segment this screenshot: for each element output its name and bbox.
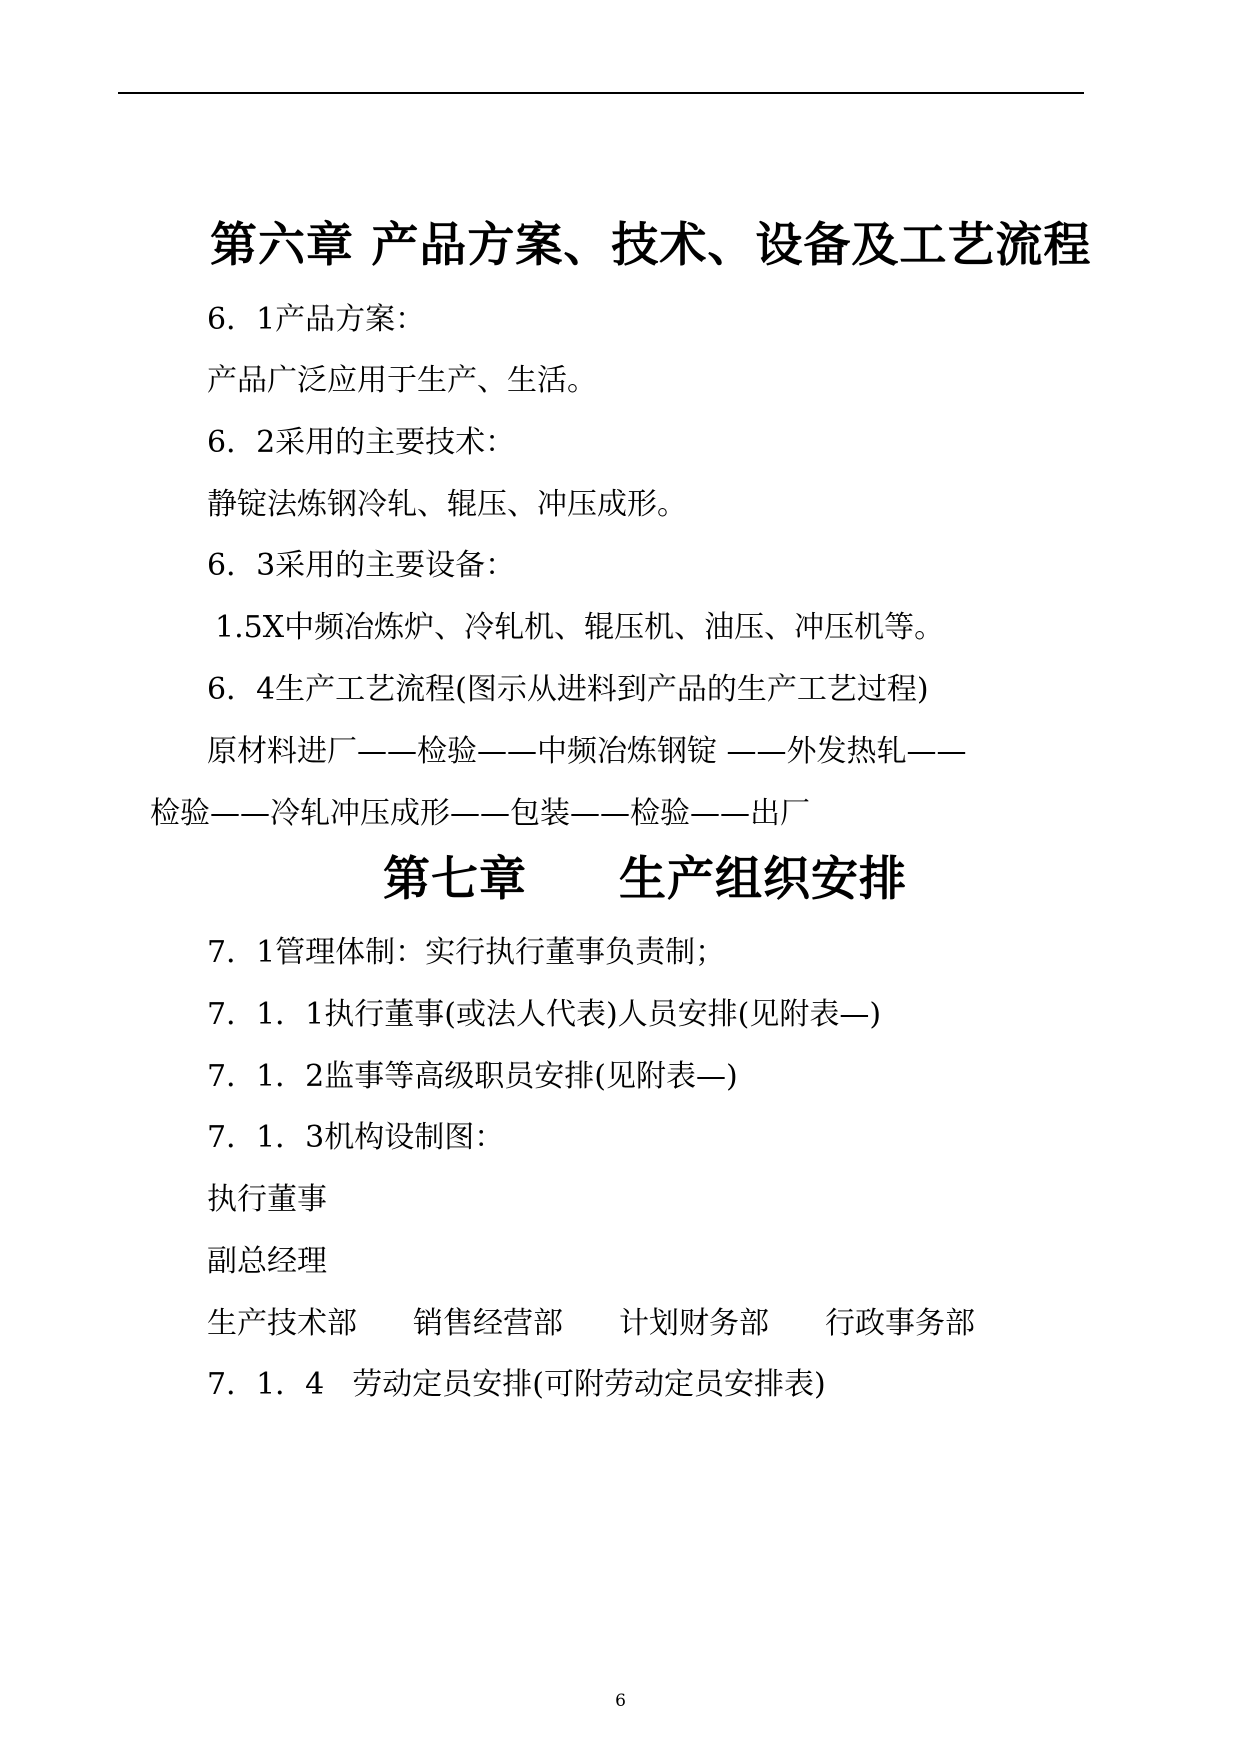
section-6-4-heading: 6．4生产工艺流程(图示从进料到产品的生产工艺过程)	[207, 672, 929, 707]
department-item: 生产技术部	[207, 1306, 357, 1341]
process-flow-line-2: 检验——冷轧冲压成形——包装——检验——出厂	[150, 796, 810, 831]
chapter7-title	[383, 852, 907, 908]
section-7-1-4	[207, 1365, 826, 1405]
org-chart-deputy-gm: 副总经理	[207, 1244, 327, 1279]
org-chart-executive-director: 执行董事	[207, 1182, 327, 1217]
department-item: 计划财务部	[619, 1306, 769, 1341]
section-7-1-2: 7．1．2监事等高级职员安排(见附表—)	[207, 1059, 738, 1094]
section-6-2-text: 静锭法炼钢冷轧、辊压、冲压成形。	[207, 487, 687, 522]
section-7-1-3: 7．1．3机构设制图：	[207, 1120, 505, 1155]
header-rule	[118, 92, 1084, 94]
section-6-1-text: 产品广泛应用于生产、生活。	[207, 363, 597, 398]
chapter7-title-text: 生产组织安排	[619, 852, 907, 907]
section-7-1-4-text: 劳动定员安排(可附劳动定员安排表)	[352, 1367, 826, 1402]
section-7-1-4-number: 7．1．4	[207, 1367, 325, 1402]
chapter6-title: 第六章 产品方案、技术、设备及工艺流程	[210, 218, 1092, 273]
section-6-1-heading: 6．1产品方案：	[207, 302, 426, 337]
page-number: 6	[615, 1691, 626, 1711]
department-item: 行政事务部	[825, 1306, 975, 1341]
section-6-3-heading: 6．3采用的主要设备：	[207, 548, 516, 583]
section-6-3-text: 1.5X中频冶炼炉、冷轧机、辊压机、油压、冲压机等。	[215, 610, 945, 645]
process-flow-line-1: 原材料进厂——检验——中频冶炼钢锭 ——外发热轧——	[207, 734, 967, 769]
org-chart-departments	[207, 1304, 975, 1344]
section-6-2-heading: 6．2采用的主要技术：	[207, 425, 516, 460]
chapter7-title-number: 第七章	[383, 852, 527, 907]
section-7-1-1: 7．1．1执行董事(或法人代表)人员安排(见附表—)	[207, 997, 882, 1032]
section-7-1: 7．1管理体制：实行执行董事负责制；	[207, 935, 726, 970]
department-item: 销售经营部	[413, 1306, 563, 1341]
